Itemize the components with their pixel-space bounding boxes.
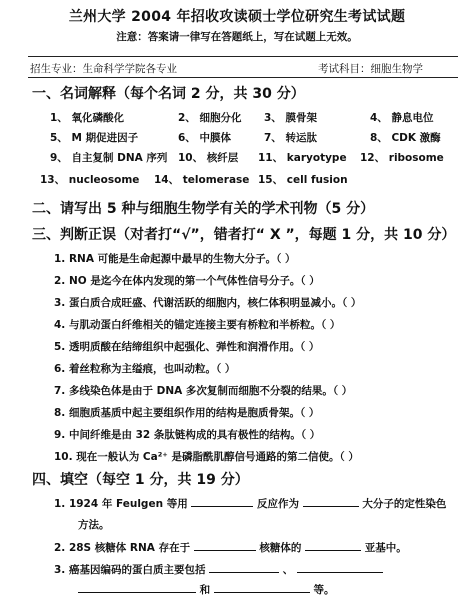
tf-item: 10. 现在一般认为 Ca²⁺ 是磷脂酰肌醇信号通路的第二信使。（ ） — [54, 451, 359, 463]
fill-blank[interactable] — [214, 582, 310, 593]
fill-blank[interactable] — [78, 582, 196, 593]
section4-heading: 四、填空（每空 1 分，共 19 分） — [32, 472, 249, 488]
term: 8、 CDK 激酶 — [370, 132, 441, 144]
term: 5、 M 期促进因子 — [50, 132, 139, 144]
fill-blank[interactable] — [209, 562, 279, 573]
term: 1、 氧化磷酸化 — [50, 112, 124, 124]
term: 7、 转运肽 — [264, 132, 317, 144]
term: 4、 静息电位 — [370, 112, 434, 124]
term: 13、 nucleosome — [40, 174, 140, 186]
term: 12、 ribosome — [360, 152, 444, 164]
fill-text: 3. 癌基因编码的蛋白质主要包括 — [54, 564, 206, 576]
fill-q3-line1 — [54, 562, 383, 577]
fill-q2 — [54, 540, 407, 555]
fill-blank[interactable] — [305, 540, 361, 551]
tf-item: 6. 着丝粒称为主缢痕，也叫动粒。（ ） — [54, 363, 236, 375]
fill-q1-line2: 方法。 — [78, 519, 110, 531]
term: 2、 细胞分化 — [178, 112, 242, 124]
major-label: 招生专业：生命科学学院各专业 — [30, 63, 177, 75]
term: 3、 膜骨架 — [264, 112, 317, 124]
tf-item: 3. 蛋白质合成旺盛、代谢活跃的细胞内，核仁体积明显减小。（ ） — [54, 297, 362, 309]
exam-notice: 注意：答案请一律写在答题纸上，写在试题上无效。 — [116, 31, 358, 43]
fill-blank[interactable] — [194, 540, 256, 551]
header-rule — [28, 77, 458, 78]
fill-blank[interactable] — [303, 496, 359, 507]
exam-title: 兰州大学 2004 年招收攻读硕士学位研究生考试试题 — [68, 9, 406, 25]
term: 11、 karyotype — [258, 152, 347, 164]
section2-heading: 二、请写出 5 种与细胞生物学有关的学术刊物（5 分） — [32, 201, 375, 217]
subject-label: 考试科目：细胞生物学 — [318, 63, 423, 75]
fill-q1-line1 — [54, 496, 446, 511]
term: 6、 中膜体 — [178, 132, 231, 144]
fill-text: 和 — [199, 584, 211, 596]
fill-text: 1. 1924 年 Feulgen 等用 — [54, 498, 188, 510]
fill-q3-line2 — [78, 582, 334, 597]
tf-item: 7. 多线染色体是由于 DNA 多次复制而细胞不分裂的结果。（ ） — [54, 385, 353, 397]
tf-item: 5. 透明质酸在结缔组织中起强化、弹性和润滑作用。（ ） — [54, 341, 320, 353]
fill-text: 、 — [282, 564, 294, 576]
term: 15、 cell fusion — [258, 174, 348, 186]
fill-text: 核糖体的 — [259, 542, 302, 554]
fill-blank[interactable] — [297, 562, 383, 573]
term: 10、 核纤层 — [178, 152, 239, 164]
tf-item: 1. RNA 可能是生命起源中最早的生物大分子。（ ） — [54, 253, 296, 265]
tf-item: 9. 中间纤维是由 32 条肽链构成的具有极性的结构。（ ） — [54, 429, 321, 441]
term: 9、 自主复制 DNA 序列 — [50, 152, 168, 164]
top-rule — [28, 56, 458, 57]
section3-heading: 三、判断正误（对者打“√”，错者打“ X ”，每题 1 分，共 10 分） — [32, 227, 456, 243]
tf-item: 8. 细胞质基质中起主要组织作用的结构是胞质骨架。（ ） — [54, 407, 320, 419]
fill-text: 反应作为 — [257, 498, 300, 510]
section1-heading: 一、名词解释（每个名词 2 分，共 30 分） — [32, 86, 305, 102]
fill-blank[interactable] — [191, 496, 253, 507]
fill-text: 大分子的定性染色 — [362, 498, 447, 510]
tf-item: 2. NO 是迄今在体内发现的第一个气体性信号分子。（ ） — [54, 275, 320, 287]
fill-text: 2. 28S 核糖体 RNA 存在于 — [54, 542, 191, 554]
fill-text: 等。 — [313, 584, 335, 596]
term: 14、 telomerase — [154, 174, 250, 186]
fill-text: 亚基中。 — [364, 542, 407, 554]
tf-item: 4. 与肌动蛋白纤维相关的锚定连接主要有桥粒和半桥粒。（ ） — [54, 319, 341, 331]
